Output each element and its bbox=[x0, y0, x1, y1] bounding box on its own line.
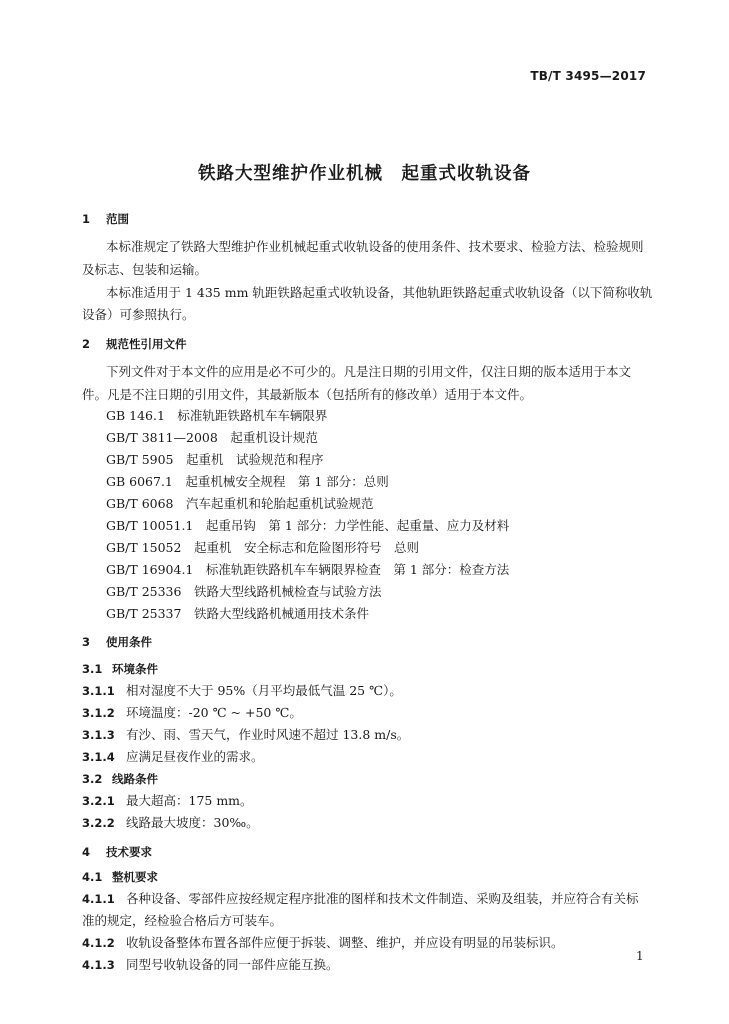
section-number: 3.2 bbox=[82, 772, 103, 786]
clause-3-2-2 bbox=[82, 815, 652, 831]
section-title: 线路条件 bbox=[112, 772, 158, 786]
reference-item: GB 146.1 标准轨距铁路机车车辆限界 bbox=[106, 408, 328, 423]
clause-3-1-1 bbox=[82, 683, 652, 699]
paragraph-line: 及标志、包装和运输。 bbox=[82, 262, 208, 277]
clause-number: 4.1.2 bbox=[82, 936, 115, 950]
clause-text: 同型号收轨设备的同一部件应能互换。 bbox=[126, 957, 339, 972]
clause-text: 环境温度：-20 ℃ ~ +50 ℃。 bbox=[126, 705, 302, 720]
section-title: 整机要求 bbox=[112, 870, 158, 884]
reference-item: GB/T 10051.1 起重吊钩 第 1 部分：力学性能、起重量、应力及材料 bbox=[106, 518, 510, 533]
clause-text: 线路最大坡度：30‰。 bbox=[126, 815, 259, 830]
section-title: 环境条件 bbox=[112, 662, 158, 676]
section-number: 2 bbox=[82, 337, 91, 351]
clause-text: 各种设备、零部件应按经规定程序批准的图样和技术文件制造、采购及组装，并应符合有关标 bbox=[126, 891, 639, 906]
section-title: 范围 bbox=[106, 212, 129, 226]
reference-item: GB 6067.1 起重机械安全规程 第 1 部分：总则 bbox=[106, 474, 389, 489]
reference-item: GB/T 3811—2008 起重机设计规范 bbox=[106, 430, 318, 445]
section-title: 使用条件 bbox=[106, 635, 152, 649]
clause-3-1-4 bbox=[82, 749, 652, 765]
subsection-3-2-heading bbox=[82, 771, 652, 787]
paragraph-line: 设备）可参照执行。 bbox=[82, 307, 195, 322]
clause-3-1-2 bbox=[82, 705, 652, 721]
paragraph-line: 件。凡是不注日期的引用文件，其最新版本（包括所有的修改单）适用于本文件。 bbox=[82, 387, 533, 402]
clause-number: 3.1.1 bbox=[82, 684, 115, 698]
clause-number: 3.1.2 bbox=[82, 706, 115, 720]
clause-4-1-2 bbox=[82, 935, 652, 951]
clause-number: 3.1.4 bbox=[82, 750, 115, 764]
clause-number: 4.1.1 bbox=[82, 892, 115, 906]
paragraph-line: 下列文件对于本文件的应用是必不可少的。凡是注日期的引用文件，仅注日期的版本适用于本文 bbox=[106, 364, 632, 379]
page-number: 1 bbox=[636, 949, 644, 963]
clause-number: 3.2.2 bbox=[82, 816, 115, 830]
section-2-heading bbox=[82, 336, 652, 352]
clause-4-1-1 bbox=[82, 891, 652, 907]
clause-number: 3.2.1 bbox=[82, 794, 115, 808]
clause-text: 相对湿度不大于 95%（月平均最低气温 25 ℃）。 bbox=[126, 683, 402, 698]
paragraph-line: 本标准规定了铁路大型维护作业机械起重式收轨设备的使用条件、技术要求、检验方法、检验规则 bbox=[106, 239, 644, 254]
clause-3-1-3 bbox=[82, 727, 652, 743]
clause-text: 应满足昼夜作业的需求。 bbox=[126, 749, 264, 764]
section-3-heading bbox=[82, 634, 652, 650]
section-number: 1 bbox=[82, 212, 91, 226]
section-title: 技术要求 bbox=[106, 845, 152, 859]
clause-3-2-1 bbox=[82, 793, 652, 809]
paragraph-line: 准的规定，经检验合格后方可装车。 bbox=[82, 913, 283, 928]
clause-4-1-3 bbox=[82, 957, 652, 973]
paragraph-line: 本标准适用于 1 435 mm 轨距铁路起重式收轨设备，其他轨距铁路起重式收轨设备（以下简称收轨 bbox=[106, 285, 653, 300]
reference-item: GB/T 25336 铁路大型线路机械检查与试验方法 bbox=[106, 584, 382, 599]
subsection-4-1-heading bbox=[82, 869, 652, 885]
document-title: 铁路大型维护作业机械 起重式收轨设备 bbox=[198, 164, 531, 184]
reference-item: GB/T 5905 起重机 试验规范和程序 bbox=[106, 452, 324, 467]
subsection-3-1-heading bbox=[82, 661, 652, 677]
reference-item: GB/T 25337 铁路大型线路机械通用技术条件 bbox=[106, 606, 369, 621]
clause-text: 收轨设备整体布置各部件应便于拆装、调整、维护，并应设有明显的吊装标识。 bbox=[126, 935, 564, 950]
section-number: 3.1 bbox=[82, 662, 103, 676]
section-number: 4.1 bbox=[82, 870, 103, 884]
clause-text: 最大超高：175 mm。 bbox=[126, 793, 253, 808]
section-1-heading bbox=[82, 211, 652, 227]
clause-number: 3.1.3 bbox=[82, 728, 115, 742]
reference-item: GB/T 16904.1 标准轨距铁路机车车辆限界检查 第 1 部分：检查方法 bbox=[106, 562, 510, 577]
standard-code: TB/T 3495—2017 bbox=[530, 69, 646, 83]
section-4-heading bbox=[82, 844, 652, 860]
reference-item: GB/T 15052 起重机 安全标志和危险图形符号 总则 bbox=[106, 540, 419, 555]
clause-number: 4.1.3 bbox=[82, 958, 115, 972]
section-title: 规范性引用文件 bbox=[106, 337, 187, 351]
section-number: 4 bbox=[82, 845, 91, 859]
reference-item: GB/T 6068 汽车起重机和轮胎起重机试验规范 bbox=[106, 496, 374, 511]
section-number: 3 bbox=[82, 635, 91, 649]
clause-text: 有沙、雨、雪天气，作业时风速不超过 13.8 m/s。 bbox=[126, 727, 410, 742]
